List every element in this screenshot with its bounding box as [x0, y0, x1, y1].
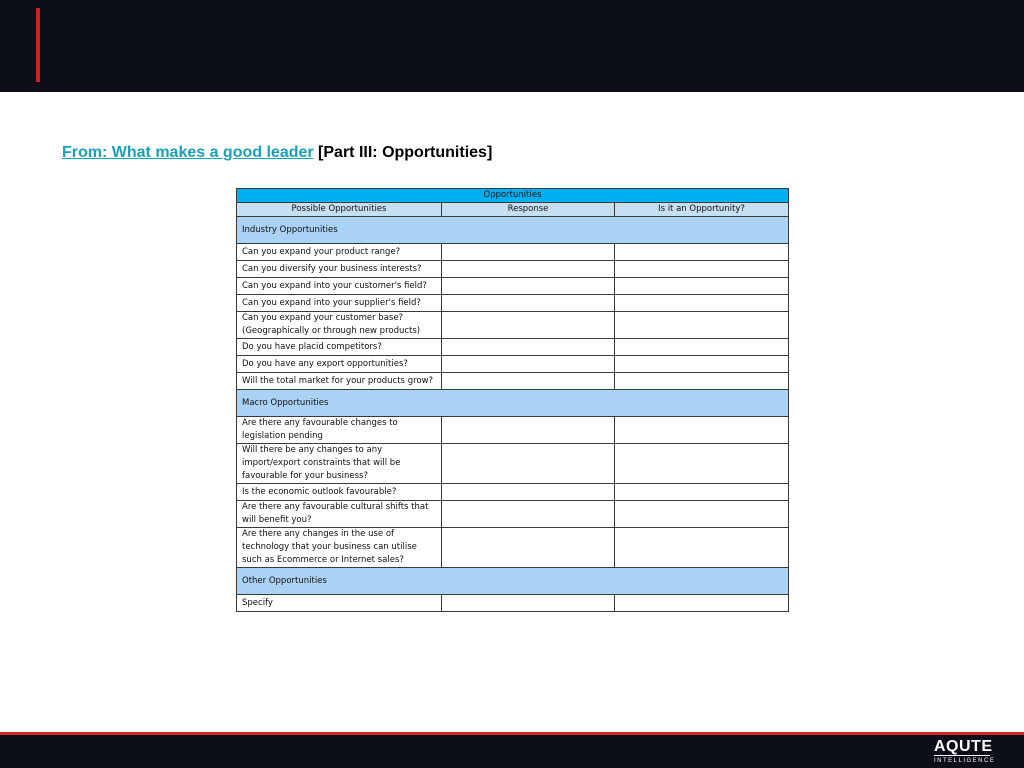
section-label: Industry Opportunities [237, 217, 789, 244]
question-cell: Can you expand into your supplier's field? [237, 295, 442, 312]
response-cell[interactable] [442, 528, 615, 568]
is-opportunity-cell[interactable] [615, 295, 789, 312]
table-row [237, 356, 789, 373]
table-row [237, 595, 789, 612]
table-row [237, 528, 789, 568]
footer-bar [0, 735, 1024, 768]
response-cell[interactable] [442, 278, 615, 295]
is-opportunity-cell[interactable] [615, 373, 789, 390]
table-row [237, 261, 789, 278]
is-opportunity-cell[interactable] [615, 339, 789, 356]
section-row [237, 568, 789, 595]
table-body [237, 217, 789, 612]
opportunities-table [236, 188, 789, 612]
top-header-bar [0, 0, 1024, 92]
table-row [237, 244, 789, 261]
response-cell[interactable] [442, 501, 615, 528]
question-cell: Are there any favourable changes to legislation pending [237, 417, 442, 444]
response-cell[interactable] [442, 484, 615, 501]
aqute-logo [934, 738, 996, 765]
is-opportunity-cell[interactable] [615, 501, 789, 528]
question-cell: Can you expand your customer base? (Geographically or through new products) [237, 312, 442, 339]
response-cell[interactable] [442, 444, 615, 484]
is-opportunity-cell[interactable] [615, 444, 789, 484]
question-cell: Can you diversify your business interests? [237, 261, 442, 278]
response-cell[interactable] [442, 356, 615, 373]
response-cell[interactable] [442, 244, 615, 261]
source-link[interactable]: From: What makes a good leader [62, 144, 314, 161]
table-row [237, 278, 789, 295]
question-cell: Do you have any export opportunities? [237, 356, 442, 373]
table-row [237, 484, 789, 501]
response-cell[interactable] [442, 417, 615, 444]
column-header-possible-opportunities: Possible Opportunities [237, 203, 442, 217]
question-cell: Can you expand your product range? [237, 244, 442, 261]
response-cell[interactable] [442, 339, 615, 356]
is-opportunity-cell[interactable] [615, 417, 789, 444]
section-label: Macro Opportunities [237, 390, 789, 417]
section-row [237, 390, 789, 417]
question-cell: Are there any favourable cultural shifts that will benefit you? [237, 501, 442, 528]
question-cell: Specify [237, 595, 442, 612]
red-accent-line [36, 8, 40, 82]
table-row [237, 295, 789, 312]
heading-subtitle: [Part III: Opportunities] [313, 144, 493, 161]
table-header-row [237, 203, 789, 217]
is-opportunity-cell[interactable] [615, 484, 789, 501]
question-cell: Will there be any changes to any import/export constraints that will be favourable for your business? [237, 444, 442, 484]
logo-sub-text: INTELLIGENCE [934, 755, 990, 765]
is-opportunity-cell[interactable] [615, 528, 789, 568]
table-title: Opportunities [237, 189, 789, 203]
is-opportunity-cell[interactable] [615, 278, 789, 295]
slide-heading [62, 144, 492, 162]
question-cell: Are there any changes in the use of technology that your business can utilise such as Ecommerce or Internet sales? [237, 528, 442, 568]
response-cell[interactable] [442, 595, 615, 612]
response-cell[interactable] [442, 373, 615, 390]
section-label: Other Opportunities [237, 568, 789, 595]
response-cell[interactable] [442, 261, 615, 278]
table-row [237, 339, 789, 356]
is-opportunity-cell[interactable] [615, 356, 789, 373]
question-cell: Will the total market for your products grow? [237, 373, 442, 390]
table-row [237, 501, 789, 528]
response-cell[interactable] [442, 295, 615, 312]
table-row [237, 444, 789, 484]
question-cell: Can you expand into your customer's field? [237, 278, 442, 295]
is-opportunity-cell[interactable] [615, 595, 789, 612]
question-cell: Do you have placid competitors? [237, 339, 442, 356]
is-opportunity-cell[interactable] [615, 244, 789, 261]
table-title-row [237, 189, 789, 203]
logo-main-text: AQUTE [934, 738, 993, 755]
table-row [237, 373, 789, 390]
response-cell[interactable] [442, 312, 615, 339]
is-opportunity-cell[interactable] [615, 261, 789, 278]
table-row [237, 417, 789, 444]
column-header-response: Response [442, 203, 615, 217]
is-opportunity-cell[interactable] [615, 312, 789, 339]
column-header-is-opportunity: Is it an Opportunity? [615, 203, 789, 217]
question-cell: Is the economic outlook favourable? [237, 484, 442, 501]
table-row [237, 312, 789, 339]
section-row [237, 217, 789, 244]
